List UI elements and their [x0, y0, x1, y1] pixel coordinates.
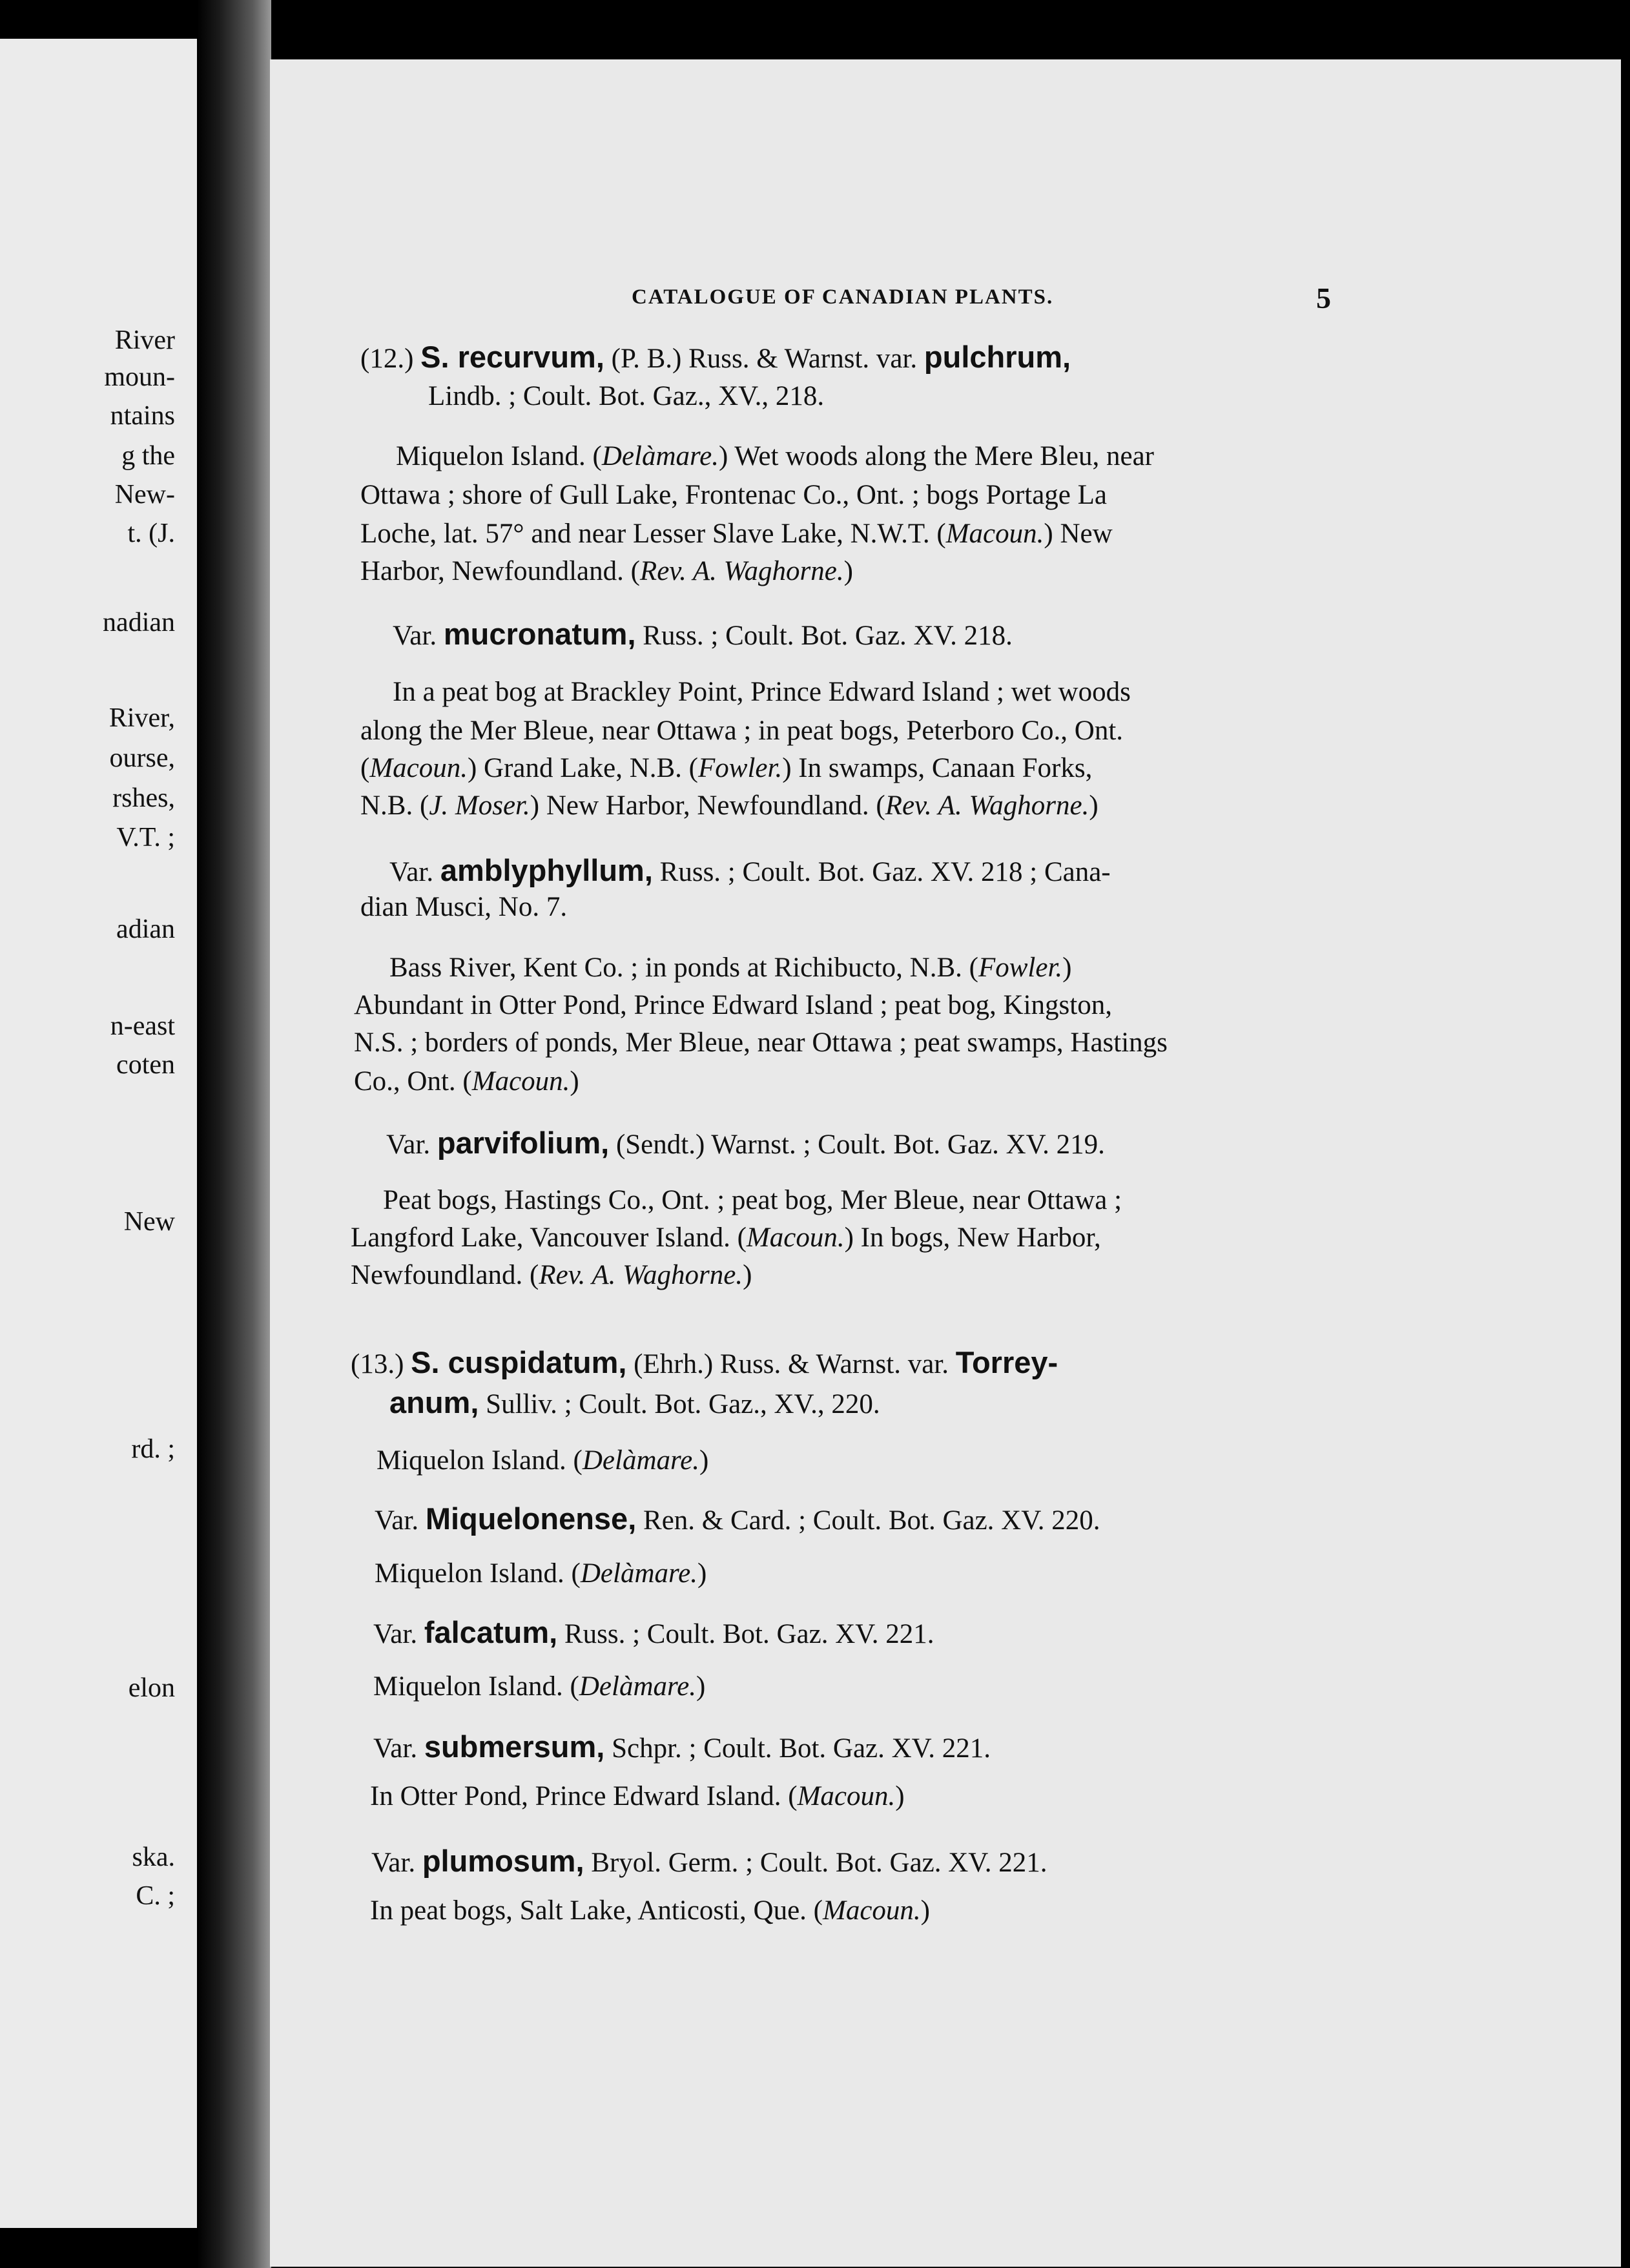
distribution-line: Newfoundland. (Rev. A. Waghorne.) — [351, 1260, 752, 1290]
left-page-fragment: River — [114, 325, 175, 355]
distribution-line: Harbor, Newfoundland. (Rev. A. Waghorne.) — [360, 556, 853, 586]
distribution-line: N.S. ; borders of ponds, Mer Bleue, near Ottawa ; peat swamps, Hastings — [354, 1027, 1168, 1058]
variety-name: Torrey- — [955, 1345, 1058, 1379]
variety-heading: Var. parvifolium, (Sendt.) Warnst. ; Coult. Bot. Gaz. XV. 219. — [386, 1126, 1105, 1160]
distribution-line: Co., Ont. (Macoun.) — [354, 1066, 579, 1097]
book-gutter — [197, 0, 271, 2268]
variety-heading: Var. Miquelonense, Ren. & Card. ; Coult. Bot. Gaz. XV. 220. — [375, 1501, 1100, 1536]
entry-number: (12.) — [360, 344, 414, 374]
variety-name: falcatum, — [424, 1615, 558, 1649]
left-page-fragment: elon — [128, 1673, 175, 1703]
left-page-fragment: adian — [116, 914, 175, 944]
left-page-fragment: ntains — [110, 401, 175, 431]
left-page-fragment: g the — [121, 441, 175, 471]
left-page-fragment: ourse, — [109, 743, 175, 773]
left-page-fragment: rshes, — [112, 783, 175, 813]
variety-heading: Var. amblyphyllum, Russ. ; Coult. Bot. Gaz. XV. 218 ; Cana- — [389, 853, 1111, 887]
left-page-fragment: t. (J. — [127, 519, 175, 548]
variety-name: Miquelonense, — [425, 1501, 637, 1536]
distribution-line: Peat bogs, Hastings Co., Ont. ; peat bog, Mer Bleue, near Ottawa ; — [383, 1185, 1122, 1215]
variety-name: pulchrum, — [923, 340, 1071, 374]
distribution-line: Miquelon Island. (Delàmare.) Wet woods along the Mere Bleu, near — [396, 441, 1154, 471]
left-page-fragment: ska. — [132, 1842, 175, 1872]
left-page-fragment: rd. ; — [131, 1434, 175, 1464]
variety-heading: Var. mucronatum, Russ. ; Coult. Bot. Gaz. XV. 218. — [393, 617, 1013, 651]
distribution-line: In a peat bog at Brackley Point, Prince Edward Island ; wet woods — [393, 677, 1131, 707]
variety-heading: Var. falcatum, Russ. ; Coult. Bot. Gaz. XV. 221. — [373, 1615, 934, 1649]
distribution-line: (Macoun.) Grand Lake, N.B. (Fowler.) In swamps, Canaan Forks, — [360, 753, 1093, 783]
citation-line: anum, Sulliv. ; Coult. Bot. Gaz., XV., 220. — [389, 1385, 880, 1419]
left-page-fragment: River, — [108, 703, 175, 733]
entry-12-heading — [360, 339, 1071, 375]
variety-name: mucronatum, — [443, 617, 636, 651]
distribution-line: In Otter Pond, Prince Edward Island. (Macoun.) — [370, 1781, 905, 1811]
distribution-line: In peat bogs, Salt Lake, Anticosti, Que. (Macoun.) — [370, 1895, 930, 1926]
left-page-fragment: New- — [114, 480, 175, 510]
left-page-fragment: n-east — [110, 1011, 175, 1041]
distribution-line: Ottawa ; shore of Gull Lake, Frontenac Co., Ont. ; bogs Portage La — [360, 480, 1107, 510]
left-page-fragment: moun- — [104, 362, 175, 392]
left-page-fragment: V.T. ; — [116, 823, 175, 852]
distribution-line: Bass River, Kent Co. ; in ponds at Richibucto, N.B. (Fowler.) — [389, 953, 1072, 983]
distribution-line: Langford Lake, Vancouver Island. (Macoun.) In bogs, New Harbor, — [351, 1222, 1101, 1253]
variety-name: plumosum, — [422, 1844, 584, 1878]
authority: (P. B.) Russ. & Warnst. var. — [611, 344, 918, 374]
left-page-fragment: C. ; — [136, 1881, 175, 1911]
distribution-line: Abundant in Otter Pond, Prince Edward Island ; peat bog, Kingston, — [354, 990, 1112, 1020]
distribution-line: N.B. (J. Moser.) New Harbor, Newfoundland. (Rev. A. Waghorne.) — [360, 790, 1099, 821]
authority: (Ehrh.) Russ. & Warnst. var. — [634, 1349, 949, 1379]
variety-name: amblyphyllum, — [440, 853, 653, 887]
species-name: S. cuspidatum, — [411, 1345, 627, 1379]
left-page-fragment: coten — [116, 1050, 175, 1080]
running-head: CATALOGUE OF CANADIAN PLANTS. — [632, 285, 1054, 309]
species-name: S. recurvum, — [420, 340, 604, 374]
variety-name: parvifolium, — [437, 1126, 610, 1160]
page-number: 5 — [1316, 282, 1331, 314]
distribution-line: Miquelon Island. (Delàmare.) — [375, 1558, 707, 1589]
variety-heading: Var. plumosum, Bryol. Germ. ; Coult. Bot. Gaz. XV. 221. — [371, 1844, 1047, 1878]
citation-line: Lindb. ; Coult. Bot. Gaz., XV., 218. — [428, 381, 825, 411]
left-facing-page — [0, 39, 197, 2228]
entry-13-heading — [351, 1345, 1058, 1380]
left-page-fragment: New — [123, 1207, 175, 1237]
citation-line: dian Musci, No. 7. — [360, 892, 568, 922]
distribution-line: Miquelon Island. (Delàmare.) — [373, 1671, 706, 1702]
entry-number: (13.) — [351, 1349, 404, 1379]
variety-name: submersum, — [424, 1729, 605, 1764]
distribution-line: along the Mer Bleue, near Ottawa ; in peat bogs, Peterboro Co., Ont. — [360, 716, 1124, 746]
distribution-line: Miquelon Island. (Delàmare.) — [377, 1445, 709, 1476]
variety-heading: Var. submersum, Schpr. ; Coult. Bot. Gaz. XV. 221. — [373, 1729, 991, 1764]
distribution-line: Loche, lat. 57° and near Lesser Slave Lake, N.W.T. (Macoun.) New — [360, 519, 1113, 549]
right-page — [270, 59, 1621, 2267]
left-page-fragment: nadian — [103, 608, 175, 637]
